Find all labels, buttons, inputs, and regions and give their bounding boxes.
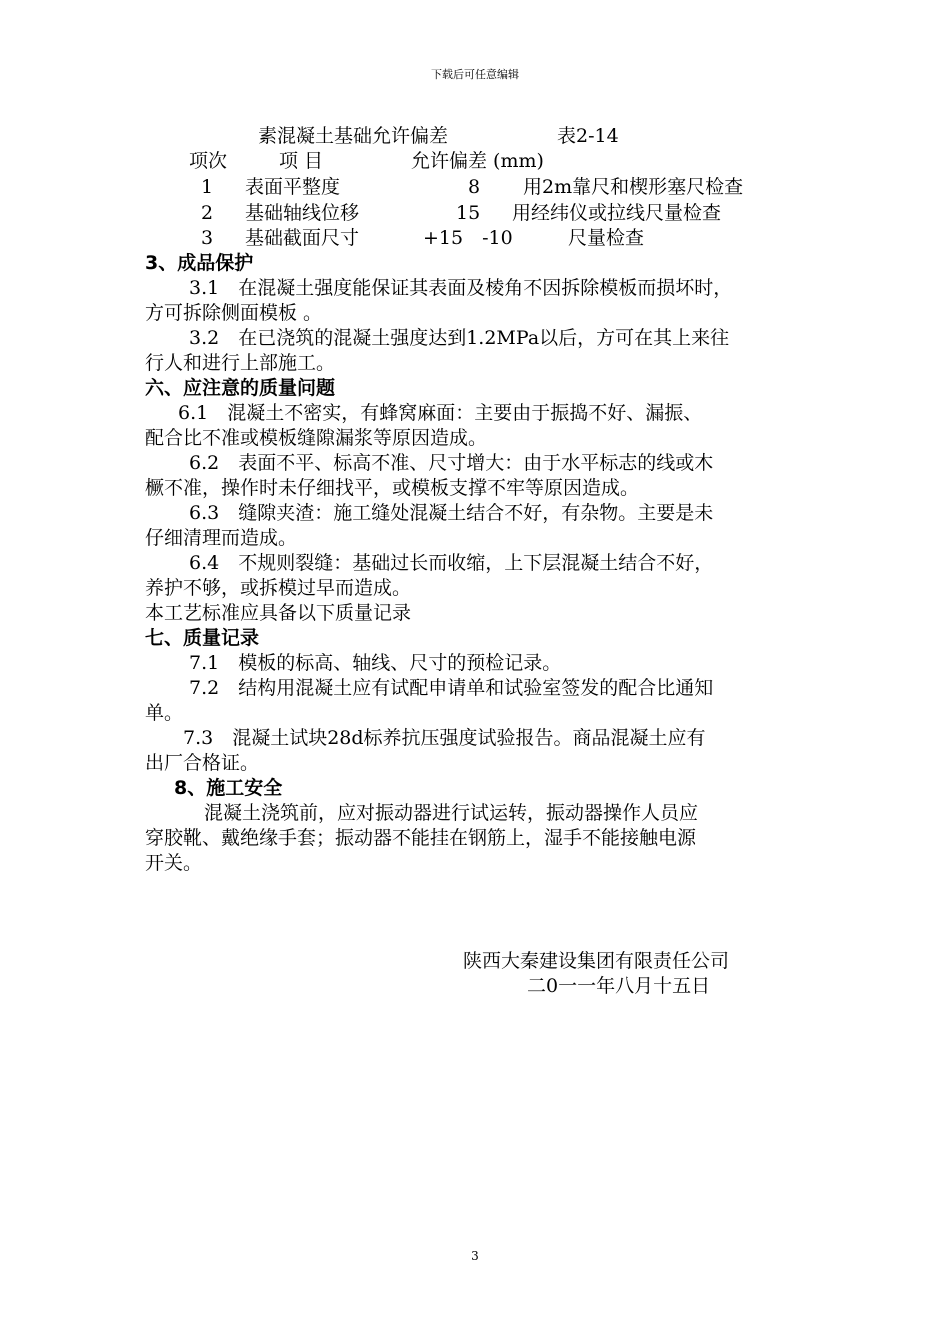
section-heading: 3、成品保护 xyxy=(145,252,254,274)
table-cell: 2 xyxy=(201,202,214,224)
paragraph-line: 本工艺标准应具备以下质量记录 xyxy=(145,602,412,624)
table-cell: 3 xyxy=(201,227,214,249)
section-heading: 8、施工安全 xyxy=(174,777,283,799)
table-cell: 尺量检查 xyxy=(568,227,645,249)
paragraph-line: 6.3 缝隙夹渣：施工缝处混凝土结合不好，有杂物。主要是未 xyxy=(189,502,714,524)
table-cell: +15 -10 xyxy=(423,227,513,249)
page-number: 3 xyxy=(471,1249,479,1263)
page-header: 下载后可任意编辑 xyxy=(431,68,519,81)
table-cell: 用经纬仪或拉线尺量检查 xyxy=(512,202,722,224)
paragraph-line: 养护不够，或拆模过早而造成。 xyxy=(145,577,412,599)
signature-date: 二0一一年八月十五日 xyxy=(527,975,711,997)
paragraph-line: 6.1 混凝土不密实，有蜂窝麻面：主要由于振捣不好、漏振、 xyxy=(178,402,703,424)
paragraph-line: 3.1 在混凝土强度能保证其表面及棱角不因拆除模板而损坏时， xyxy=(189,277,733,299)
paragraph-line: 橛不准，操作时未仔细找平，或模板支撑不牢等原因造成。 xyxy=(145,477,640,499)
paragraph-line: 开关。 xyxy=(145,852,203,874)
section-heading: 六、应注意的质量问题 xyxy=(145,377,336,399)
paragraph-line: 7.1 模板的标高、轴线、尺寸的预检记录。 xyxy=(189,652,562,674)
table-cell: 用2m靠尺和楔形塞尺检查 xyxy=(523,176,744,198)
paragraph-line: 3.2 在已浇筑的混凝土强度达到1.2MPa以后，方可在其上来往 xyxy=(189,327,730,349)
table-cell: 15 xyxy=(456,202,481,224)
col-header-item: 项 目 xyxy=(279,150,324,172)
paragraph-line: 穿胶靴、戴绝缘手套；振动器不能挂在钢筋上，湿手不能接触电源 xyxy=(145,827,697,849)
table-number: 表2-14 xyxy=(557,125,619,147)
paragraph-line: 7.2 结构用混凝土应有试配申请单和试验室签发的配合比通知 xyxy=(189,677,714,699)
paragraph-line: 行人和进行上部施工。 xyxy=(145,352,336,374)
table-cell: 8 xyxy=(468,176,481,198)
col-header-index: 项次 xyxy=(189,150,228,172)
paragraph-line: 方可拆除侧面模板 。 xyxy=(145,302,323,324)
table-cell: 基础轴线位移 xyxy=(245,202,360,224)
table-cell: 基础截面尺寸 xyxy=(245,227,360,249)
paragraph-line: 6.4 不规则裂缝：基础过长而收缩，上下层混凝土结合不好， xyxy=(189,552,714,574)
paragraph-line: 单。 xyxy=(145,702,184,724)
table-cell: 1 xyxy=(201,176,214,198)
section-heading: 七、质量记录 xyxy=(145,627,260,649)
signature-company: 陕西大秦建设集团有限责任公司 xyxy=(463,950,730,972)
paragraph-line: 7.3 混凝土试块28d标养抗压强度试验报告。商品混凝土应有 xyxy=(183,727,706,749)
table-cell: 表面平整度 xyxy=(245,176,341,198)
paragraph-line: 配合比不准或模板缝隙漏浆等原因造成。 xyxy=(145,427,488,449)
paragraph-line: 仔细清理而造成。 xyxy=(145,527,298,549)
paragraph-line: 6.2 表面不平、标高不准、尺寸增大：由于水平标志的线或木 xyxy=(189,452,714,474)
table-title: 素混凝土基础允许偏差 xyxy=(258,125,449,147)
paragraph-line: 混凝土浇筑前，应对振动器进行试运转，振动器操作人员应 xyxy=(204,802,699,824)
col-header-tolerance: 允许偏差 (mm) xyxy=(411,150,544,172)
paragraph-line: 出厂合格证。 xyxy=(145,752,260,774)
